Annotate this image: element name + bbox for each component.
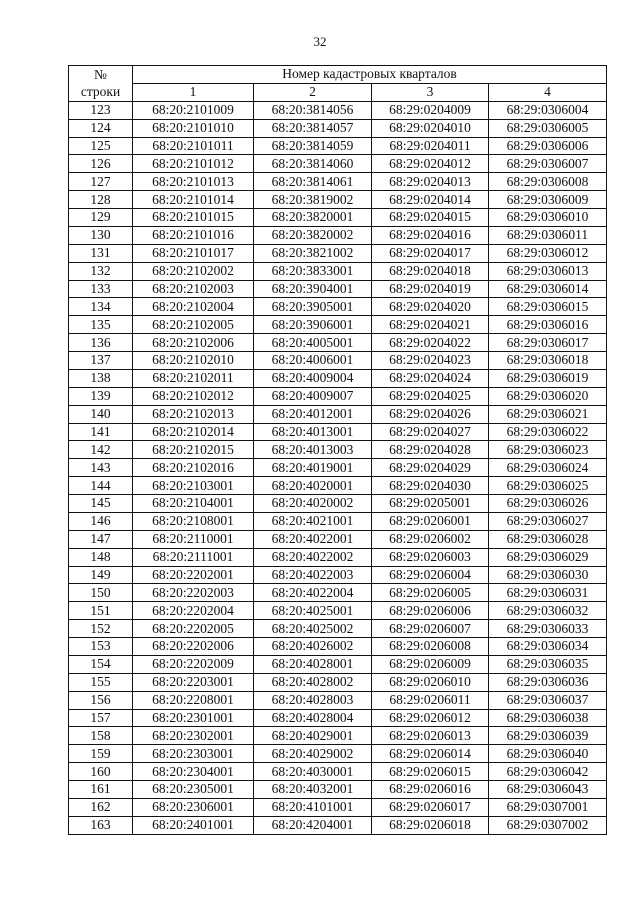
quarter-cell-col3: 68:29:0204021 [372, 316, 489, 334]
quarter-cell-col3: 68:29:0204026 [372, 405, 489, 423]
row-number-cell: 155 [69, 673, 133, 691]
table-row [69, 137, 607, 155]
quarter-cell-col4: 68:29:0306014 [489, 280, 607, 298]
quarter-cell-col2: 68:20:4025002 [254, 620, 372, 638]
quarter-cell-col3: 68:29:0204029 [372, 459, 489, 477]
quarter-cell-col2: 68:20:4028004 [254, 709, 372, 727]
table-row [69, 781, 607, 799]
quarter-cell-col4: 68:29:0306043 [489, 781, 607, 799]
quarter-cell-col1: 68:20:2101015 [133, 209, 254, 227]
quarter-cell-col1: 68:20:2110001 [133, 530, 254, 548]
header-column-2: 2 [254, 83, 372, 101]
quarter-cell-col1: 68:20:2102002 [133, 262, 254, 280]
quarter-cell-col2: 68:20:4204001 [254, 816, 372, 834]
row-number-cell: 125 [69, 137, 133, 155]
quarter-cell-col2: 68:20:3814061 [254, 173, 372, 191]
header-column-1: 1 [133, 83, 254, 101]
quarter-cell-col2: 68:20:4025001 [254, 602, 372, 620]
quarter-cell-col1: 68:20:2306001 [133, 798, 254, 816]
quarter-cell-col3: 68:29:0204013 [372, 173, 489, 191]
row-number-cell: 145 [69, 495, 133, 513]
quarter-cell-col1: 68:20:2202009 [133, 655, 254, 673]
row-number-cell: 144 [69, 477, 133, 495]
quarter-cell-col4: 68:29:0306016 [489, 316, 607, 334]
row-number-cell: 157 [69, 709, 133, 727]
quarter-cell-col4: 68:29:0306040 [489, 745, 607, 763]
quarter-cell-col3: 68:29:0206002 [372, 530, 489, 548]
quarter-cell-col1: 68:20:2101011 [133, 137, 254, 155]
quarter-cell-col4: 68:29:0306020 [489, 387, 607, 405]
table-row [69, 763, 607, 781]
quarter-cell-col4: 68:29:0306006 [489, 137, 607, 155]
row-number-cell: 153 [69, 638, 133, 656]
quarter-cell-col1: 68:20:2103001 [133, 477, 254, 495]
quarter-cell-col2: 68:20:4021001 [254, 512, 372, 530]
row-number-cell: 146 [69, 512, 133, 530]
quarter-cell-col4: 68:29:0306035 [489, 655, 607, 673]
quarter-cell-col1: 68:20:2101010 [133, 119, 254, 137]
quarter-cell-col1: 68:20:2102014 [133, 423, 254, 441]
table-row [69, 673, 607, 691]
quarter-cell-col4: 68:29:0306036 [489, 673, 607, 691]
quarter-cell-col1: 68:20:2101009 [133, 101, 254, 119]
quarter-cell-col3: 68:29:0204020 [372, 298, 489, 316]
table-row [69, 655, 607, 673]
row-number-cell: 140 [69, 405, 133, 423]
table-row [69, 280, 607, 298]
row-number-cell: 129 [69, 209, 133, 227]
quarter-cell-col2: 68:20:3814059 [254, 137, 372, 155]
table-row [69, 298, 607, 316]
quarter-cell-col4: 68:29:0306005 [489, 119, 607, 137]
table-row [69, 495, 607, 513]
table-row [69, 119, 607, 137]
quarter-cell-col3: 68:29:0206017 [372, 798, 489, 816]
quarter-cell-col1: 68:20:2305001 [133, 781, 254, 799]
quarter-cell-col2: 68:20:4101001 [254, 798, 372, 816]
quarter-cell-col3: 68:29:0206007 [372, 620, 489, 638]
row-number-cell: 135 [69, 316, 133, 334]
row-number-cell: 159 [69, 745, 133, 763]
row-number-cell: 163 [69, 816, 133, 834]
quarter-cell-col4: 68:29:0306033 [489, 620, 607, 638]
header-column-3: 3 [372, 83, 489, 101]
quarter-cell-col4: 68:29:0306027 [489, 512, 607, 530]
table-row [69, 727, 607, 745]
quarter-cell-col4: 68:29:0306010 [489, 209, 607, 227]
quarter-cell-col3: 68:29:0204017 [372, 244, 489, 262]
quarter-cell-col4: 68:29:0306031 [489, 584, 607, 602]
quarter-cell-col2: 68:20:3904001 [254, 280, 372, 298]
table-row [69, 101, 607, 119]
quarter-cell-col2: 68:20:4012001 [254, 405, 372, 423]
quarter-cell-col2: 68:20:4030001 [254, 763, 372, 781]
quarter-cell-col2: 68:20:3906001 [254, 316, 372, 334]
table-row [69, 638, 607, 656]
quarter-cell-col2: 68:20:4013001 [254, 423, 372, 441]
quarter-cell-col4: 68:29:0307001 [489, 798, 607, 816]
table-row [69, 387, 607, 405]
table-row [69, 226, 607, 244]
table-header [69, 66, 607, 102]
quarter-cell-col1: 68:20:2401001 [133, 816, 254, 834]
quarter-cell-col2: 68:20:4028001 [254, 655, 372, 673]
header-row-number-symbol: № [69, 66, 133, 84]
quarter-cell-col3: 68:29:0206006 [372, 602, 489, 620]
row-number-cell: 143 [69, 459, 133, 477]
quarter-cell-col1: 68:20:2202005 [133, 620, 254, 638]
quarter-cell-col2: 68:20:3821002 [254, 244, 372, 262]
quarter-cell-col1: 68:20:2102003 [133, 280, 254, 298]
row-number-cell: 123 [69, 101, 133, 119]
quarter-cell-col2: 68:20:4029002 [254, 745, 372, 763]
quarter-cell-col2: 68:20:4032001 [254, 781, 372, 799]
quarter-cell-col2: 68:20:4020001 [254, 477, 372, 495]
row-number-cell: 142 [69, 441, 133, 459]
quarter-cell-col2: 68:20:4022004 [254, 584, 372, 602]
quarter-cell-col2: 68:20:3820002 [254, 226, 372, 244]
quarter-cell-col2: 68:20:4028002 [254, 673, 372, 691]
quarter-cell-col3: 68:29:0204030 [372, 477, 489, 495]
quarter-cell-col1: 68:20:2202004 [133, 602, 254, 620]
table-row [69, 405, 607, 423]
table-row [69, 745, 607, 763]
quarter-cell-col2: 68:20:4022001 [254, 530, 372, 548]
page-number: 32 [313, 34, 327, 49]
row-number-cell: 127 [69, 173, 133, 191]
row-number-cell: 154 [69, 655, 133, 673]
row-number-cell: 133 [69, 280, 133, 298]
quarter-cell-col1: 68:20:2102013 [133, 405, 254, 423]
quarter-cell-col4: 68:29:0306004 [489, 101, 607, 119]
quarter-cell-col1: 68:20:2304001 [133, 763, 254, 781]
quarter-cell-col2: 68:20:3905001 [254, 298, 372, 316]
quarter-cell-col4: 68:29:0306029 [489, 548, 607, 566]
table-row [69, 369, 607, 387]
quarter-cell-col1: 68:20:2101016 [133, 226, 254, 244]
quarter-cell-col3: 68:29:0206018 [372, 816, 489, 834]
quarter-cell-col3: 68:29:0205001 [372, 495, 489, 513]
header-column-4: 4 [489, 83, 607, 101]
quarter-cell-col3: 68:29:0204009 [372, 101, 489, 119]
row-number-cell: 151 [69, 602, 133, 620]
quarter-cell-col4: 68:29:0306017 [489, 334, 607, 352]
quarter-cell-col3: 68:29:0206010 [372, 673, 489, 691]
row-number-cell: 139 [69, 387, 133, 405]
quarter-cell-col3: 68:29:0206005 [372, 584, 489, 602]
table-row [69, 155, 607, 173]
quarter-cell-col1: 68:20:2108001 [133, 512, 254, 530]
table-row [69, 816, 607, 834]
table-row [69, 209, 607, 227]
table-row [69, 352, 607, 370]
table-row [69, 316, 607, 334]
quarter-cell-col2: 68:20:4009004 [254, 369, 372, 387]
quarter-cell-col4: 68:29:0306028 [489, 530, 607, 548]
quarter-cell-col4: 68:29:0306018 [489, 352, 607, 370]
quarter-cell-col4: 68:29:0306013 [489, 262, 607, 280]
quarter-cell-col2: 68:20:4006001 [254, 352, 372, 370]
quarter-cell-col2: 68:20:3814056 [254, 101, 372, 119]
table-row [69, 512, 607, 530]
row-number-cell: 124 [69, 119, 133, 137]
row-number-cell: 158 [69, 727, 133, 745]
quarter-cell-col1: 68:20:2102005 [133, 316, 254, 334]
quarter-cell-col3: 68:29:0204022 [372, 334, 489, 352]
quarter-cell-col2: 68:20:4013003 [254, 441, 372, 459]
quarter-cell-col2: 68:20:4028003 [254, 691, 372, 709]
table-row [69, 477, 607, 495]
quarter-cell-col2: 68:20:4022002 [254, 548, 372, 566]
quarter-cell-col4: 68:29:0306009 [489, 191, 607, 209]
quarter-cell-col4: 68:29:0306012 [489, 244, 607, 262]
quarter-cell-col1: 68:20:2102010 [133, 352, 254, 370]
row-number-cell: 152 [69, 620, 133, 638]
quarter-cell-col3: 68:29:0206003 [372, 548, 489, 566]
row-number-cell: 128 [69, 191, 133, 209]
quarter-cell-col1: 68:20:2202003 [133, 584, 254, 602]
row-number-cell: 137 [69, 352, 133, 370]
quarter-cell-col2: 68:20:3819002 [254, 191, 372, 209]
table-row [69, 709, 607, 727]
quarter-cell-col1: 68:20:2102011 [133, 369, 254, 387]
quarter-cell-col1: 68:20:2101013 [133, 173, 254, 191]
quarter-cell-col3: 68:29:0204018 [372, 262, 489, 280]
row-number-cell: 138 [69, 369, 133, 387]
quarter-cell-col4: 68:29:0306038 [489, 709, 607, 727]
table-row [69, 530, 607, 548]
table-row [69, 173, 607, 191]
table-row [69, 423, 607, 441]
row-number-cell: 149 [69, 566, 133, 584]
table-row [69, 441, 607, 459]
row-number-cell: 131 [69, 244, 133, 262]
table-row [69, 584, 607, 602]
quarter-cell-col1: 68:20:2102004 [133, 298, 254, 316]
quarter-cell-col2: 68:20:4026002 [254, 638, 372, 656]
quarter-cell-col2: 68:20:4019001 [254, 459, 372, 477]
quarter-cell-col1: 68:20:2202006 [133, 638, 254, 656]
quarter-cell-col3: 68:29:0204012 [372, 155, 489, 173]
quarter-cell-col4: 68:29:0306030 [489, 566, 607, 584]
quarter-cell-col3: 68:29:0204024 [372, 369, 489, 387]
quarter-cell-col2: 68:20:4020002 [254, 495, 372, 513]
quarter-cell-col4: 68:29:0306039 [489, 727, 607, 745]
row-number-cell: 141 [69, 423, 133, 441]
quarter-cell-col1: 68:20:2301001 [133, 709, 254, 727]
quarter-cell-col4: 68:29:0306026 [489, 495, 607, 513]
table-row [69, 191, 607, 209]
row-number-cell: 162 [69, 798, 133, 816]
quarter-cell-col1: 68:20:2202001 [133, 566, 254, 584]
quarter-cell-col1: 68:20:2104001 [133, 495, 254, 513]
table-row [69, 244, 607, 262]
quarter-cell-col4: 68:29:0306021 [489, 405, 607, 423]
header-group-title: Номер кадастровых кварталов [133, 66, 607, 84]
quarter-cell-col3: 68:29:0204016 [372, 226, 489, 244]
quarter-cell-col3: 68:29:0206001 [372, 512, 489, 530]
quarter-cell-col1: 68:20:2101012 [133, 155, 254, 173]
quarter-cell-col2: 68:20:3833001 [254, 262, 372, 280]
quarter-cell-col1: 68:20:2102016 [133, 459, 254, 477]
quarter-cell-col3: 68:29:0204027 [372, 423, 489, 441]
quarter-cell-col2: 68:20:4029001 [254, 727, 372, 745]
row-number-cell: 147 [69, 530, 133, 548]
quarter-cell-col4: 68:29:0306042 [489, 763, 607, 781]
header-row-number-label: строки [69, 83, 133, 101]
quarter-cell-col4: 68:29:0306015 [489, 298, 607, 316]
row-number-cell: 150 [69, 584, 133, 602]
quarter-cell-col1: 68:20:2203001 [133, 673, 254, 691]
quarter-cell-col1: 68:20:2102006 [133, 334, 254, 352]
quarter-cell-col3: 68:29:0204014 [372, 191, 489, 209]
row-number-cell: 130 [69, 226, 133, 244]
quarter-cell-col4: 68:29:0306008 [489, 173, 607, 191]
cadastral-quarters-table [68, 65, 607, 835]
quarter-cell-col4: 68:29:0307002 [489, 816, 607, 834]
quarter-cell-col1: 68:20:2302001 [133, 727, 254, 745]
quarter-cell-col3: 68:29:0204015 [372, 209, 489, 227]
row-number-cell: 160 [69, 763, 133, 781]
quarter-cell-col1: 68:20:2208001 [133, 691, 254, 709]
row-number-cell: 161 [69, 781, 133, 799]
quarter-cell-col2: 68:20:3820001 [254, 209, 372, 227]
row-number-cell: 136 [69, 334, 133, 352]
quarter-cell-col3: 68:29:0204023 [372, 352, 489, 370]
quarter-cell-col3: 68:29:0206016 [372, 781, 489, 799]
quarter-cell-col3: 68:29:0204011 [372, 137, 489, 155]
table-row [69, 548, 607, 566]
row-number-cell: 134 [69, 298, 133, 316]
quarter-cell-col4: 68:29:0306025 [489, 477, 607, 495]
quarter-cell-col4: 68:29:0306022 [489, 423, 607, 441]
table-row [69, 798, 607, 816]
quarter-cell-col4: 68:29:0306019 [489, 369, 607, 387]
row-number-cell: 126 [69, 155, 133, 173]
quarter-cell-col3: 68:29:0206012 [372, 709, 489, 727]
quarter-cell-col4: 68:29:0306032 [489, 602, 607, 620]
quarter-cell-col4: 68:29:0306024 [489, 459, 607, 477]
table-row [69, 566, 607, 584]
quarter-cell-col3: 68:29:0204025 [372, 387, 489, 405]
quarter-cell-col3: 68:29:0204028 [372, 441, 489, 459]
quarter-cell-col2: 68:20:4005001 [254, 334, 372, 352]
quarter-cell-col1: 68:20:2303001 [133, 745, 254, 763]
quarter-cell-col4: 68:29:0306023 [489, 441, 607, 459]
quarter-cell-col4: 68:29:0306007 [489, 155, 607, 173]
table-row [69, 620, 607, 638]
quarter-cell-col3: 68:29:0206014 [372, 745, 489, 763]
quarter-cell-col4: 68:29:0306034 [489, 638, 607, 656]
quarter-cell-col3: 68:29:0206004 [372, 566, 489, 584]
quarter-cell-col1: 68:20:2101017 [133, 244, 254, 262]
quarter-cell-col3: 68:29:0204010 [372, 119, 489, 137]
quarter-cell-col2: 68:20:4022003 [254, 566, 372, 584]
quarter-cell-col3: 68:29:0206011 [372, 691, 489, 709]
quarter-cell-col3: 68:29:0206009 [372, 655, 489, 673]
row-number-cell: 132 [69, 262, 133, 280]
quarter-cell-col4: 68:29:0306037 [489, 691, 607, 709]
quarter-cell-col2: 68:20:3814057 [254, 119, 372, 137]
table-row [69, 334, 607, 352]
quarter-cell-col3: 68:29:0206013 [372, 727, 489, 745]
quarter-cell-col3: 68:29:0206015 [372, 763, 489, 781]
quarter-cell-col1: 68:20:2102015 [133, 441, 254, 459]
table-row [69, 459, 607, 477]
row-number-cell: 156 [69, 691, 133, 709]
quarter-cell-col3: 68:29:0206008 [372, 638, 489, 656]
table-row [69, 602, 607, 620]
quarter-cell-col3: 68:29:0204019 [372, 280, 489, 298]
row-number-cell: 148 [69, 548, 133, 566]
quarter-cell-col4: 68:29:0306011 [489, 226, 607, 244]
table-row [69, 262, 607, 280]
table-row [69, 691, 607, 709]
quarter-cell-col1: 68:20:2111001 [133, 548, 254, 566]
quarter-cell-col2: 68:20:4009007 [254, 387, 372, 405]
quarter-cell-col2: 68:20:3814060 [254, 155, 372, 173]
quarter-cell-col1: 68:20:2101014 [133, 191, 254, 209]
quarter-cell-col1: 68:20:2102012 [133, 387, 254, 405]
table-body [69, 101, 607, 834]
